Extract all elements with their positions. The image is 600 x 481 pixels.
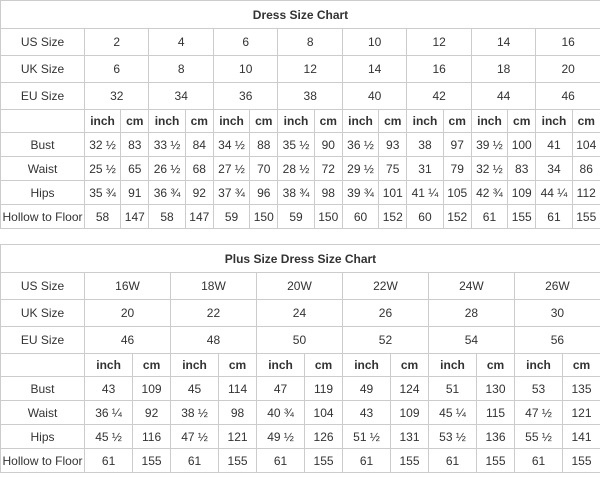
measure-value-cm: 150 [314,205,342,229]
measure-value-inch: 61 [170,449,218,473]
hollow-to-floor-row [1,205,600,229]
row-label-uk-size: UK Size [1,300,85,327]
dress-size-chart-table [0,0,600,229]
measure-value-inch: 36 ¾ [149,181,185,205]
row-label-uk-size: UK Size [1,56,85,83]
waist-row [1,401,600,425]
unit-label-inch: inch [407,110,443,133]
measure-value-cm: 135 [563,377,600,401]
unit-label-inch: inch [342,354,390,377]
size-value: 32 [85,83,149,110]
unit-label-inch: inch [149,110,185,133]
measure-value-cm: 104 [305,401,343,425]
measure-value-cm: 104 [572,133,600,157]
size-value: 46 [85,327,171,354]
measure-value-inch: 34 [536,157,572,181]
measure-value-cm: 88 [250,133,278,157]
unit-row-spacer [1,354,85,377]
measure-value-inch: 33 ½ [149,133,185,157]
size-value: 24W [428,273,514,300]
unit-label-inch: inch [428,354,476,377]
measure-value-inch: 49 ½ [256,425,304,449]
measure-value-inch: 61 [256,449,304,473]
size-value: 14 [342,56,406,83]
uk-size-row [1,300,600,327]
plus-size-dress-size-chart-table [0,244,600,473]
measure-value-cm: 155 [391,449,429,473]
measure-value-inch: 61 [428,449,476,473]
unit-label-cm: cm [185,110,213,133]
measure-value-inch: 25 ½ [85,157,121,181]
size-value: 16 [536,29,600,56]
measure-value-inch: 60 [407,205,443,229]
measure-value-inch: 29 ½ [342,157,378,181]
bust-row [1,133,600,157]
measure-value-inch: 38 ¾ [278,181,314,205]
measure-value-cm: 136 [477,425,515,449]
size-value: 22 [170,300,256,327]
measure-value-inch: 39 ½ [471,133,507,157]
measure-value-cm: 115 [477,401,515,425]
measure-value-cm: 109 [133,377,171,401]
row-label-eu-size: EU Size [1,327,85,354]
measure-value-inch: 34 ½ [213,133,249,157]
size-value: 10 [213,56,277,83]
unit-label-inch: inch [514,354,562,377]
eu-size-row [1,83,600,110]
measure-value-cm: 147 [121,205,149,229]
row-label-bust: Bust [1,377,85,401]
size-value: 20 [536,56,600,83]
measure-value-cm: 72 [314,157,342,181]
measure-value-inch: 59 [213,205,249,229]
measure-value-cm: 105 [443,181,471,205]
size-value: 16 [407,56,471,83]
measure-value-cm: 116 [133,425,171,449]
measure-value-inch: 47 [256,377,304,401]
measure-value-cm: 130 [477,377,515,401]
unit-label-cm: cm [250,110,278,133]
size-value: 6 [213,29,277,56]
measure-value-cm: 147 [185,205,213,229]
measure-value-inch: 43 [342,401,390,425]
measure-value-inch: 28 ½ [278,157,314,181]
measure-value-inch: 32 ½ [471,157,507,181]
unit-label-cm: cm [121,110,149,133]
size-value: 36 [213,83,277,110]
size-value: 22W [342,273,428,300]
size-value: 42 [407,83,471,110]
table-title: Dress Size Chart [1,1,600,29]
unit-label-inch: inch [170,354,218,377]
measure-value-inch: 42 ¾ [471,181,507,205]
size-value: 8 [278,29,342,56]
measure-value-cm: 155 [133,449,171,473]
row-label-hips: Hips [1,181,85,205]
measure-value-inch: 51 ½ [342,425,390,449]
measure-value-cm: 155 [563,449,600,473]
size-value: 28 [428,300,514,327]
measure-value-inch: 45 [170,377,218,401]
bust-row [1,377,600,401]
measure-value-cm: 93 [379,133,407,157]
unit-label-inch: inch [471,110,507,133]
row-label-hips: Hips [1,425,85,449]
measure-value-cm: 68 [185,157,213,181]
size-value: 50 [256,327,342,354]
hips-row [1,181,600,205]
measure-value-inch: 38 [407,133,443,157]
table-title: Plus Size Dress Size Chart [1,245,600,273]
measure-value-inch: 39 ¾ [342,181,378,205]
size-value: 20 [85,300,171,327]
hips-row [1,425,600,449]
measure-value-inch: 61 [536,205,572,229]
size-value: 30 [514,300,600,327]
measure-value-cm: 96 [250,181,278,205]
unit-label-inch: inch [278,110,314,133]
measure-value-cm: 155 [219,449,257,473]
size-value: 38 [278,83,342,110]
unit-label-cm: cm [508,110,536,133]
measure-value-inch: 61 [342,449,390,473]
size-value: 34 [149,83,213,110]
measure-value-cm: 155 [305,449,343,473]
unit-label-inch: inch [213,110,249,133]
measure-value-inch: 41 ¼ [407,181,443,205]
unit-label-cm: cm [219,354,257,377]
unit-label-cm: cm [572,110,600,133]
uk-size-row [1,56,600,83]
measure-value-inch: 59 [278,205,314,229]
measure-value-inch: 38 ½ [170,401,218,425]
unit-label-cm: cm [305,354,343,377]
measure-value-cm: 150 [250,205,278,229]
row-label-hollow-to-floor: Hollow to Floor [1,205,85,229]
measure-value-cm: 98 [314,181,342,205]
measure-value-cm: 83 [508,157,536,181]
measure-value-inch: 61 [514,449,562,473]
measure-value-cm: 84 [185,133,213,157]
size-value: 52 [342,327,428,354]
size-value: 12 [407,29,471,56]
size-value: 6 [85,56,149,83]
size-value: 4 [149,29,213,56]
row-label-waist: Waist [1,157,85,181]
measure-value-inch: 32 ½ [85,133,121,157]
measure-value-inch: 40 ¾ [256,401,304,425]
size-value: 54 [428,327,514,354]
measure-value-inch: 36 ½ [342,133,378,157]
us-size-row [1,29,600,56]
size-value: 56 [514,327,600,354]
unit-label-cm: cm [477,354,515,377]
measure-value-cm: 152 [379,205,407,229]
unit-label-cm: cm [443,110,471,133]
unit-header-row [1,110,600,133]
row-label-waist: Waist [1,401,85,425]
unit-label-inch: inch [342,110,378,133]
size-value: 18W [170,273,256,300]
measure-value-inch: 31 [407,157,443,181]
measure-value-cm: 79 [443,157,471,181]
measure-value-cm: 109 [391,401,429,425]
measure-value-cm: 112 [572,181,600,205]
measure-value-cm: 97 [443,133,471,157]
measure-value-inch: 53 ½ [428,425,476,449]
size-value: 14 [471,29,535,56]
size-value: 12 [278,56,342,83]
measure-value-inch: 35 ¾ [85,181,121,205]
size-value: 20W [256,273,342,300]
unit-label-inch: inch [536,110,572,133]
measure-value-cm: 141 [563,425,600,449]
measure-value-cm: 109 [508,181,536,205]
size-value: 44 [471,83,535,110]
measure-value-cm: 131 [391,425,429,449]
measure-value-cm: 124 [391,377,429,401]
table-gap [0,229,600,244]
measure-value-cm: 155 [572,205,600,229]
measure-value-inch: 55 ½ [514,425,562,449]
measure-value-cm: 92 [185,181,213,205]
measure-value-cm: 121 [219,425,257,449]
measure-value-inch: 35 ½ [278,133,314,157]
unit-label-inch: inch [256,354,304,377]
measure-value-inch: 49 [342,377,390,401]
unit-label-cm: cm [379,110,407,133]
measure-value-cm: 126 [305,425,343,449]
measure-value-inch: 41 [536,133,572,157]
measure-value-cm: 83 [121,133,149,157]
size-value: 24 [256,300,342,327]
unit-label-cm: cm [314,110,342,133]
unit-label-cm: cm [391,354,429,377]
size-value: 26 [342,300,428,327]
measure-value-inch: 37 ¾ [213,181,249,205]
unit-label-cm: cm [133,354,171,377]
size-value: 46 [536,83,600,110]
unit-label-cm: cm [563,354,600,377]
row-label-us-size: US Size [1,29,85,56]
row-label-eu-size: EU Size [1,83,85,110]
measure-value-inch: 58 [149,205,185,229]
row-label-hollow-to-floor: Hollow to Floor [1,449,85,473]
size-value: 8 [149,56,213,83]
measure-value-inch: 36 ¼ [85,401,133,425]
measure-value-inch: 47 ½ [170,425,218,449]
measure-value-cm: 155 [508,205,536,229]
measure-value-cm: 91 [121,181,149,205]
measure-value-cm: 121 [563,401,600,425]
size-value: 40 [342,83,406,110]
row-label-bust: Bust [1,133,85,157]
unit-row-spacer [1,110,85,133]
measure-value-cm: 100 [508,133,536,157]
measure-value-inch: 27 ½ [213,157,249,181]
unit-label-inch: inch [85,110,121,133]
measure-value-inch: 26 ½ [149,157,185,181]
measure-value-cm: 101 [379,181,407,205]
measure-value-inch: 61 [471,205,507,229]
measure-value-inch: 58 [85,205,121,229]
unit-header-row [1,354,600,377]
measure-value-cm: 86 [572,157,600,181]
measure-value-cm: 155 [477,449,515,473]
measure-value-cm: 114 [219,377,257,401]
measure-value-inch: 44 ¼ [536,181,572,205]
us-size-row [1,273,600,300]
measure-value-cm: 75 [379,157,407,181]
size-value: 10 [342,29,406,56]
measure-value-inch: 53 [514,377,562,401]
measure-value-cm: 90 [314,133,342,157]
size-value: 2 [85,29,149,56]
measure-value-cm: 92 [133,401,171,425]
unit-label-inch: inch [85,354,133,377]
measure-value-inch: 45 ½ [85,425,133,449]
size-value: 18 [471,56,535,83]
waist-row [1,157,600,181]
measure-value-inch: 45 ¼ [428,401,476,425]
size-value: 48 [170,327,256,354]
measure-value-cm: 70 [250,157,278,181]
hollow-to-floor-row [1,449,600,473]
measure-value-inch: 51 [428,377,476,401]
measure-value-inch: 47 ½ [514,401,562,425]
measure-value-cm: 98 [219,401,257,425]
measure-value-inch: 61 [85,449,133,473]
measure-value-cm: 65 [121,157,149,181]
measure-value-cm: 119 [305,377,343,401]
eu-size-row [1,327,600,354]
row-label-us-size: US Size [1,273,85,300]
size-value: 16W [85,273,171,300]
measure-value-inch: 43 [85,377,133,401]
measure-value-cm: 152 [443,205,471,229]
measure-value-inch: 60 [342,205,378,229]
size-value: 26W [514,273,600,300]
